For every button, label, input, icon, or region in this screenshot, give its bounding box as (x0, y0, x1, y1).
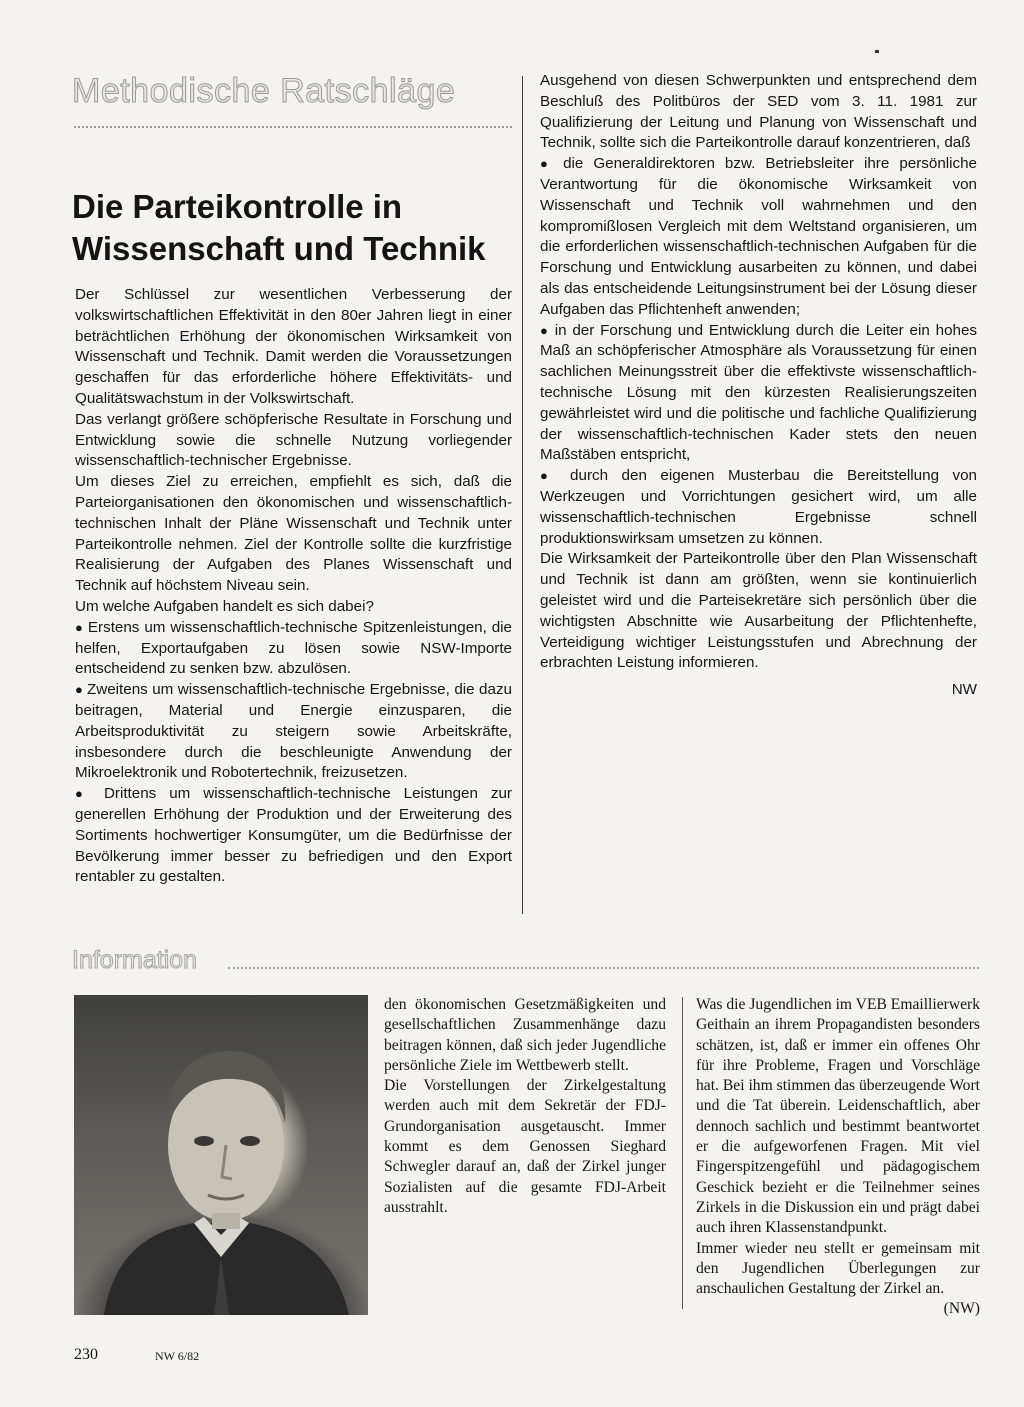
article-column-1 (75, 285, 512, 888)
section-label: Methodische Ratschläge (72, 72, 456, 110)
article-column-2 (540, 71, 977, 701)
bullet-paragraph: ● in der Forschung und Entwicklung durch die Leiter ein hohes Maß an schöpferischer Atmosphäre als Voraussetzung für einen sachlichen Meinungsstreit über die effektivste wissenschaftlich-technische Lösung mit den kürzesten Realisierungszeiten gewährleistet wird und die politische und fachliche Qualifizierung der wissenschaftlich-technischen Kader stets den neuen Maßstäben entspricht, (540, 321, 977, 467)
section-rule (74, 126, 512, 128)
issue-label: NW 6/82 (155, 1349, 200, 1363)
bullet-paragraph: ● Drittens um wissenschaftlich-technische Leistungen zur generellen Erhöhung der Produktion und der Erweiterung des Sortiments hochwertiger Konsumgüter, um die Bedürfnisse der Bevölkerung immer besser zu befriedigen und den Export rentabler zu gestalten. (75, 784, 512, 888)
article-signature: NW (951, 681, 977, 699)
page-number: 230 (74, 1346, 98, 1363)
portrait-illustration (74, 995, 368, 1315)
bullet-paragraph: ● Zweitens um wissenschaftlich-technische Ergebnisse, die dazu beitragen, Material und Energie einzusparen, die Arbeitsproduktivität zu steigern sowie Arbeitskräfte, insbesondere durch die beschleunigte Anwendung der Mikroelektronik und Robotertechnik, freizusetzen. (75, 680, 512, 784)
info-column-1 (384, 995, 666, 1218)
paragraph: Die Vorstellungen der Zirkelgestaltung werden auch mit dem Sekretär der FDJ-Grundorganisation ausgetauscht. Immer kommt es dem Genossen Sieghard Schwegler darauf an, daß der Zirkel junger Sozialisten auf die gesamte FDJ-Arbeit ausstrahlt. (384, 1077, 666, 1216)
column-divider (522, 76, 523, 914)
paragraph: Der Schlüssel zur wesentlichen Verbesserung der volkswirtschaftlichen Effektivität in den 80er Jahren liegt in einer beträchtlichen Erhöhung der ökonomischen Wirksamkeit von Wissenschaft und Technik. Damit werden die Voraussetzungen geschaffen für das erforderliche höhere Effektivitäts- und Qualitätswachstum in der Volkswirtschaft. (75, 286, 512, 407)
info-section-rule (228, 967, 979, 969)
bullet-paragraph: ● die Generaldirektoren bzw. Betriebsleiter ihre persönliche Verantwortung für die ökonomische Wirksamkeit von Wissenschaft und Technik voll wahrnehmen und den kompromißlosen Vergleich mit dem Weltstand organisieren, um die erforderlichen wissenschaftlich-technischen Aufgaben für die Forschung und Entwicklung ausarbeiten zu können, und dabei als das entscheidende Leitungsinstrument bei der Lösung dieser Aufgaben das Pflichtenheft anwenden; (540, 154, 977, 320)
paragraph: Die Wirksamkeit der Parteikontrolle über den Plan Wissenschaft und Technik ist dann am größten, wenn sie kontinuierlich geleistet wird und die Parteisekretäre sich persönlich über die wichtigsten Abschnitte wie Ausarbeitung der Pflichtenhefte, Verteidigung wichtiger Leistungsstufen und Abrechnung der erbrachten Leistung informieren. (540, 550, 977, 672)
paragraph: Was die Jugendlichen im VEB Emaillierwerk Geithain an ihrem Propagandisten besonders schätzen, ist, daß er immer ein offenes Ohr für ihre Probleme, Fragen und Vorschläge hat. Bei ihm stimmen das überzeugende Wort und die Tat überein. Leidenschaftlich, aber dennoch sachlich und bestimmt beantwortet er die aufgeworfenen Fragen. Mit viel Fingerspitzengefühl und pädagogischem Geschick bezieht er die Teilnehmer seines Zirkels in die Diskussion ein und prägt dabei auch ihren Klassenstandpunkt. (696, 996, 980, 1237)
info-column-2 (696, 995, 980, 1320)
paragraph: den ökonomischen Gesetzmäßigkeiten und gesellschaftlichen Zusammenhänge dazu beitragen können, daß sich jeder Jugendliche persönliche Ziele im Wettbewerb stellt. (384, 996, 666, 1074)
article-headline: Die Parteikontrolle in Wissenschaft und Technik (72, 188, 486, 267)
info-signature: (NW) (943, 1300, 980, 1318)
bullet-paragraph: ● Erstens um wissenschaftlich-technische Spitzenleistungen, die helfen, Exportaufgaben zu lösen sowie NSW-Importe entscheidend zu senken bzw. abzulösen. (75, 618, 512, 680)
paragraph: Das verlangt größere schöpferische Resultate in Forschung und Entwicklung sowie die schnelle Nutzung vorliegender wissenschaftlich-technischer Ergebnisse. (75, 410, 512, 470)
bullet-paragraph: ● durch den eigenen Musterbau die Bereitstellung von Werkzeugen und Vorrichtungen gesichert wird, um alle wissenschaftlich-technischen Ergebnisse schnell produktionswirksam umsetzen zu können. (540, 466, 977, 549)
paragraph: Um dieses Ziel zu erreichen, empfiehlt es sich, daß die Parteiorganisationen den ökonomischen und wissenschaftlich-technischen Inhalt der Pläne Wissenschaft und Technik unter Parteikontrolle nehmen. Ziel der Kontrolle sollte die kurzfristige Realisierung der Aufgaben des Planes Wissenschaft und Technik auf höchstem Niveau sein. (75, 473, 512, 595)
portrait-photo (74, 995, 368, 1315)
info-section-label: Information (72, 946, 198, 974)
paragraph: Um welche Aufgaben handelt es sich dabei? (75, 597, 374, 615)
info-column-divider (682, 997, 683, 1309)
paragraph: Ausgehend von diesen Schwerpunkten und entsprechend dem Beschluß des Politbüros der SED vom 3. 11. 1981 zur Qualifizierung der Leitung und Planung von Wissenschaft und Technik, sollte sich die Parteikontrolle darauf konzentrieren, daß (540, 72, 977, 152)
paragraph: Immer wieder neu stellt er gemeinsam mit den Jugendlichen Überlegungen zur anschaulichen Gestaltung der Zirkel an. (NW) (696, 1239, 980, 1300)
print-mark (875, 50, 879, 53)
